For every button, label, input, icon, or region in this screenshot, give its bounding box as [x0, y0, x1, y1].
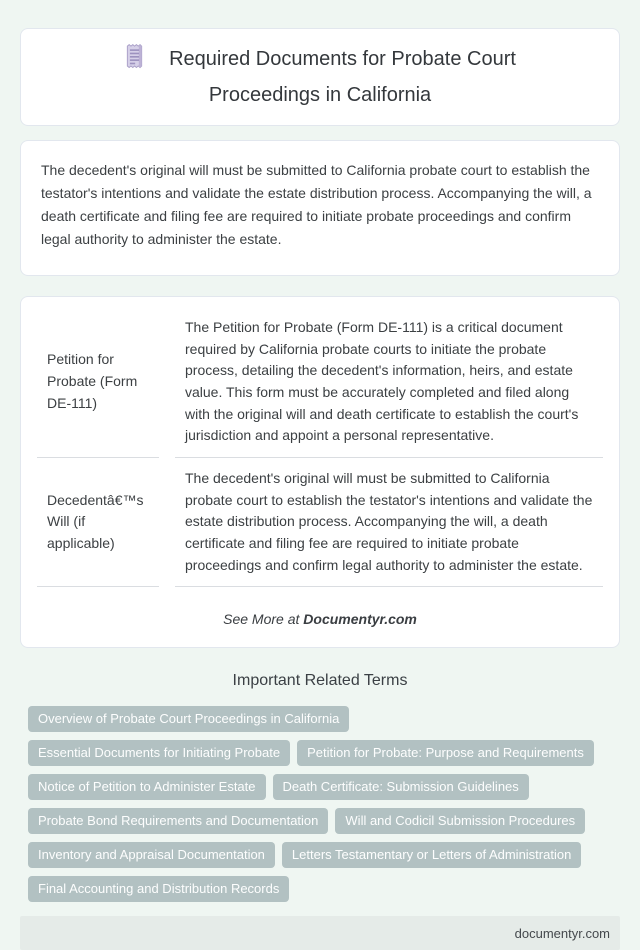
page-title-text: Required Documents for Probate Court Proceedings in California	[169, 48, 516, 106]
related-term-button[interactable]: Overview of Probate Court Proceedings in California	[28, 706, 349, 732]
term-cell: Petition for Probate (Form DE-111)	[37, 307, 159, 458]
related-term-button[interactable]: Inventory and Appraisal Documentation	[28, 842, 275, 868]
footer-site-label: documentyr.com	[514, 925, 610, 941]
related-term-button[interactable]: Notice of Petition to Administer Estate	[28, 774, 266, 800]
related-terms-list	[20, 706, 620, 902]
description-cell: The Petition for Probate (Form DE-111) is a critical document required by California probate courts to initiate the probate process, detailing the decedent's information, heirs, and estate value. This form must be accurately completed and filed along with the original will and death certificate to establish the court's jurisdiction and appoint a personal representative.	[175, 307, 603, 458]
related-term-button[interactable]: Probate Bond Requirements and Documentation	[28, 808, 328, 834]
related-term-button[interactable]: Will and Codicil Submission Procedures	[335, 808, 585, 834]
title-card	[20, 28, 620, 126]
related-term-button[interactable]: Petition for Probate: Purpose and Requirements	[297, 740, 594, 766]
description-cell: The decedent's original will must be submitted to California probate court to establish the testator's intentions and validate the estate distribution process. Accompanying the will, a death certificate and filing fee are required to initiate probate proceedings and confirm legal authority to administer the estate.	[175, 458, 603, 587]
intro-card	[20, 140, 620, 276]
definition-table-card	[20, 296, 620, 649]
intro-paragraph: The decedent's original will must be submitted to California probate court to establish the testator's intentions and validate the estate distribution process. Accompanying the will, a death certificate and filing fee are required to initiate probate proceedings and confirm legal authority to administer the estate.	[41, 162, 592, 247]
related-term-button[interactable]: Final Accounting and Distribution Records	[28, 876, 289, 902]
footer-bar	[20, 916, 620, 950]
table-row	[37, 458, 603, 587]
see-more-prefix: See More at	[223, 611, 304, 628]
receipt-icon	[124, 43, 145, 79]
see-more-line	[21, 611, 619, 627]
see-more-brand-link[interactable]: Documentyr.com	[303, 611, 417, 628]
page	[0, 28, 640, 950]
page-title	[80, 43, 560, 111]
related-term-button[interactable]: Essential Documents for Initiating Probate	[28, 740, 290, 766]
definition-table	[21, 307, 619, 588]
term-cell: Decedentâ€™s Will (if applicable)	[37, 458, 159, 587]
related-terms-heading: Important Related Terms	[232, 672, 408, 690]
table-row	[37, 307, 603, 458]
related-term-button[interactable]: Letters Testamentary or Letters of Administration	[282, 842, 581, 868]
related-term-button[interactable]: Death Certificate: Submission Guidelines	[273, 774, 529, 800]
